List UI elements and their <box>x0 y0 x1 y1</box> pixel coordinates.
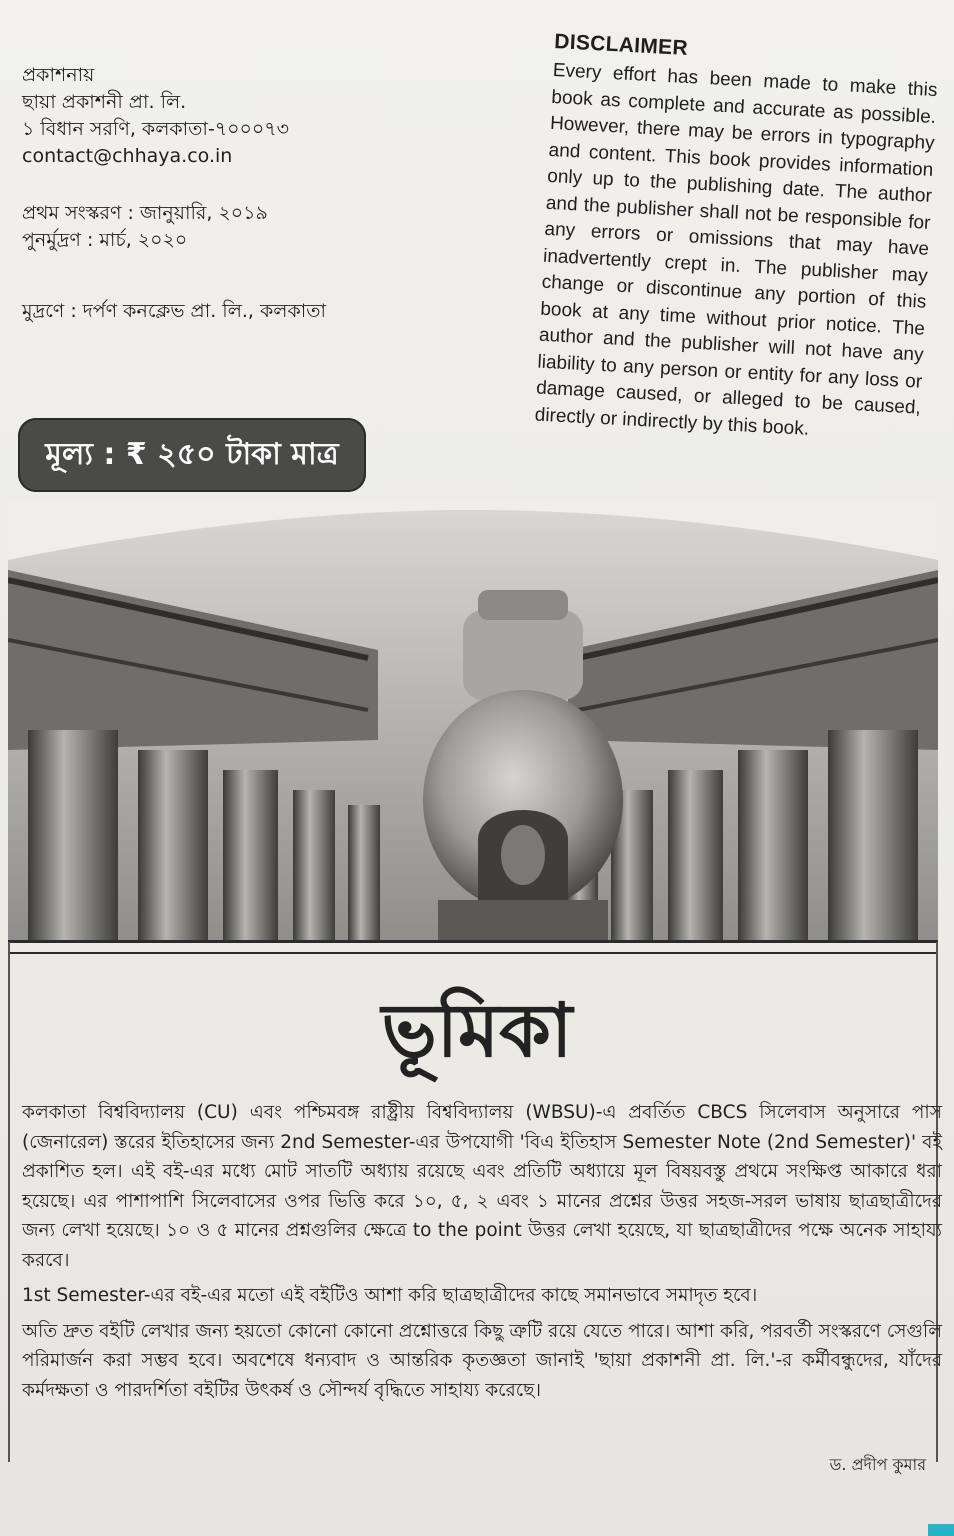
preface-title: ভূমিকা <box>381 988 573 1074</box>
disclaimer-block <box>534 30 939 449</box>
author-signature: ড. প্রদীপ কুমার <box>829 1455 926 1474</box>
disclaimer-text: Every effort has been made to make this book as complete and accurate as possible. However, there may be errors in typography and content. This book provides information only up to the publishing date. The author and the publisher shall not be responsible for any errors or omissions that may have inadvertently crept in. The publisher may change or discontinue any portion of this book at any time without prior notice. The author and the publisher will not have any liability to any person or entity for any loss or damage caused, or alleged to be caused, directly or indirectly by this book. <box>534 59 938 440</box>
publisher-email: contact@chhaya.co.in <box>22 145 233 167</box>
preface-body <box>22 1098 942 1411</box>
preface-paragraph: কলকাতা বিশ্ববিদ্যালয় (CU) এবং পশ্চিমবঙ্গ রাষ্ট্রীয় বিশ্ববিদ্যালয় (WBSU)-এ প্রবর্তিত CBCS সিলেবাস অনুসারে পাস (জেনারেল) স্তরের ইতিহাসের জন্য 2nd Semester-এর উপযোগী 'বিএ ইতিহাস Semester Note (2nd Semester)' বই প্রকাশিত হল। এই বই-এর মধ্যে মোট সাতটি অধ্যায় রয়েছে এবং প্রতিটি অধ্যায়ে মূল বিষয়বস্তু প্রথমে সংক্ষিপ্ত আকারে ধরা হয়েছে। এর পাশাপাশি সিলেবাসের ওপর ভিত্তি করে ১০, ৫, ২ এবং ১ মানের প্রশ্নের উত্তর সহজ-সরল ভাষায় ছাত্রছাত্রীদের জন্য লেখা হয়েছে। ১০ ও ৫ মানের প্রশ্নগুলির ক্ষেত্রে to the point উত্তর লেখা হয়েছে, যা ছাত্রছাত্রীদের পক্ষে অনেক সাহায্য করবে। <box>22 1102 942 1271</box>
preface-paragraph: অতি দ্রুত বইটি লেখার জন্য হয়তো কোনো কোনো প্রশ্নোত্তরে কিছু ত্রুটি রয়ে যেতে পারে। আশা করি, পরবর্তী সংস্করণে সেগুলি পরিমার্জন করা সম্ভব হবে। অবশেষে ধন্যবাদ ও আন্তরিক কৃতজ্ঞতা জানাই 'ছায়া প্রকাশনী প্রা. লি.'-র কর্মীবন্ধুদের, যাঁদের কর্মদক্ষতা ও পারদর্শিতা বইটির উৎকর্ষ ও সৌন্দর্য বৃদ্ধিতে সাহায্য করেছে। <box>22 1320 942 1401</box>
publisher-name: ছায়া প্রকাশনী প্রা. লি. <box>22 91 187 113</box>
cave-temple-illustration <box>8 500 938 942</box>
corner-accent <box>928 1524 954 1536</box>
disclaimer-title: DISCLAIMER <box>553 30 689 60</box>
printer-info: মুদ্রণে : দর্পণ কনক্লেভ প্রা. লি., কলকাতা <box>22 300 327 322</box>
top-divider <box>8 940 938 943</box>
first-edition: প্রথম সংস্করণ : জানুয়ারি, ২০১৯ <box>22 202 268 224</box>
publisher-address: ১ বিধান সরণি, কলকাতা-৭০০০৭৩ <box>22 118 289 140</box>
price-badge: মূল্য : ₹ ২৫০ টাকা মাত্র <box>18 418 366 492</box>
reprint-date: পুনর্মুদ্রণ : মার্চ, ২০২০ <box>22 229 188 251</box>
top-divider-thin <box>8 952 938 954</box>
cave-temple-photo <box>8 500 938 942</box>
publisher-heading: প্রকাশনায় <box>22 64 95 86</box>
preface-paragraph: 1st Semester-এর বই-এর মতো এই বইটিও আশা করি ছাত্রছাত্রীদের কাছে সমানভাবে সমাদৃত হবে। <box>22 1285 758 1306</box>
publisher-info <box>22 62 542 325</box>
